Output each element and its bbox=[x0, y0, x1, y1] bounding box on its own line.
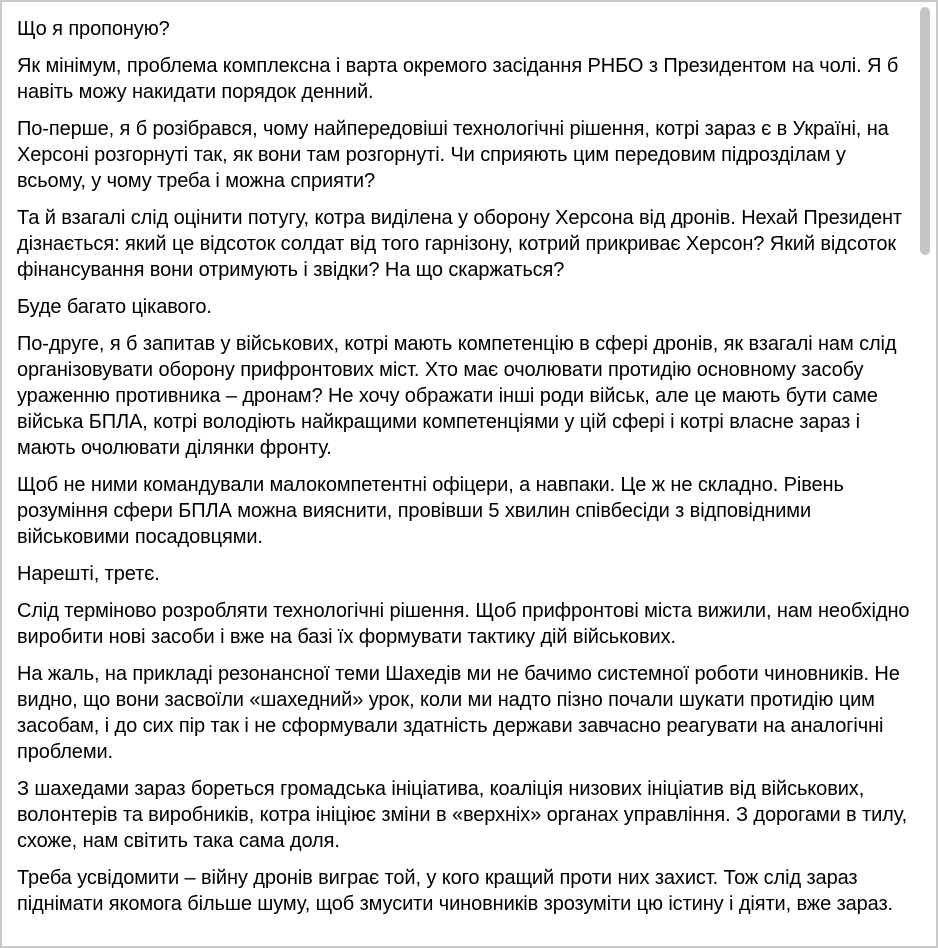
scrollbar-track[interactable] bbox=[918, 2, 934, 946]
paragraph: Нарешті, третє. bbox=[17, 563, 160, 585]
paragraph: Як мінімум, проблема комплексна і варта окремого засідання РНБО з Президентом на чолі. Я б навіть можу накидати порядок денний. bbox=[17, 55, 899, 103]
paragraph: На жаль, на прикладі резонансної теми Шахедів ми не бачимо системної роботи чиновників. Не видно, що вони засвоїли «шахедний» урок, коли ми надто пізно почали шукати протидію цим засобам, і до сих пір так і не сформували здатність держави завчасно реагувати на аналогічні проблеми. bbox=[17, 663, 900, 763]
paragraph: Буде багато цікавого. bbox=[17, 296, 212, 318]
paragraph: По-перше, я б розібрався, чому найпередовіші технологічні рішення, котрі зараз є в Україні, на Херсоні розгорнуті так, як вони там розгорнуті. Чи сприяють цим передовим підрозділам у всьому, у чому треба і можна сприяти? bbox=[17, 118, 889, 192]
paragraph: Та й взагалі слід оцінити потугу, котра виділена у оборону Херсона від дронів. Нехай Президент дізнається: який це відсоток солдат від того гарнізону, котрий прикриває Херсон? Який відсоток фінансування вони отримують і звідки? На що скаржаться? bbox=[17, 207, 902, 281]
paragraph: Щоб не ними командували малокомпетентні офіцери, а навпаки. Це ж не складно. Рівень розуміння сфери БПЛА можна вияснити, провівши 5 хвилин співбесіди з відповідними військовими посадовцями. bbox=[17, 474, 844, 548]
paragraph: Треба усвідомити – війну дронів виграє той, у кого кращий проти них захист. Тож слід зараз піднімати якомога більше шуму, щоб змусити чиновників зрозуміти цю істину і діяти, вже зараз. bbox=[17, 867, 894, 915]
paragraph: Слід терміново розробляти технологічні рішення. Щоб прифронтові міста вижили, нам необхідно виробити нові засоби і вже на базі їх формувати тактику дій військових. bbox=[17, 600, 910, 648]
paragraph: З шахедами зараз бореться громадська ініціатива, коаліція низових ініціатив від військових, волонтерів та виробників, котра ініціює зміни в «верхніх» органах управління. З дорогами в тилу, схоже, нам світить така сама доля. bbox=[17, 778, 908, 852]
scrollbar-thumb[interactable] bbox=[920, 7, 930, 255]
paragraph: Що я пропоную? bbox=[17, 18, 170, 40]
document-body bbox=[2, 2, 936, 946]
paragraph: По-друге, я б запитав у військових, котрі мають компетенцію в сфері дронів, як взагалі нам слід організовувати оборону прифронтових міст. Хто має очолювати протидію основному засобу ураженню противника – дронам? Не хочу ображати інші роди військ, але це мають бути саме війська БПЛА, котрі володіють найкращими компетенціями у цій сфері і котрі власне зараз і мають очолювати ділянки фронту. bbox=[17, 333, 897, 459]
